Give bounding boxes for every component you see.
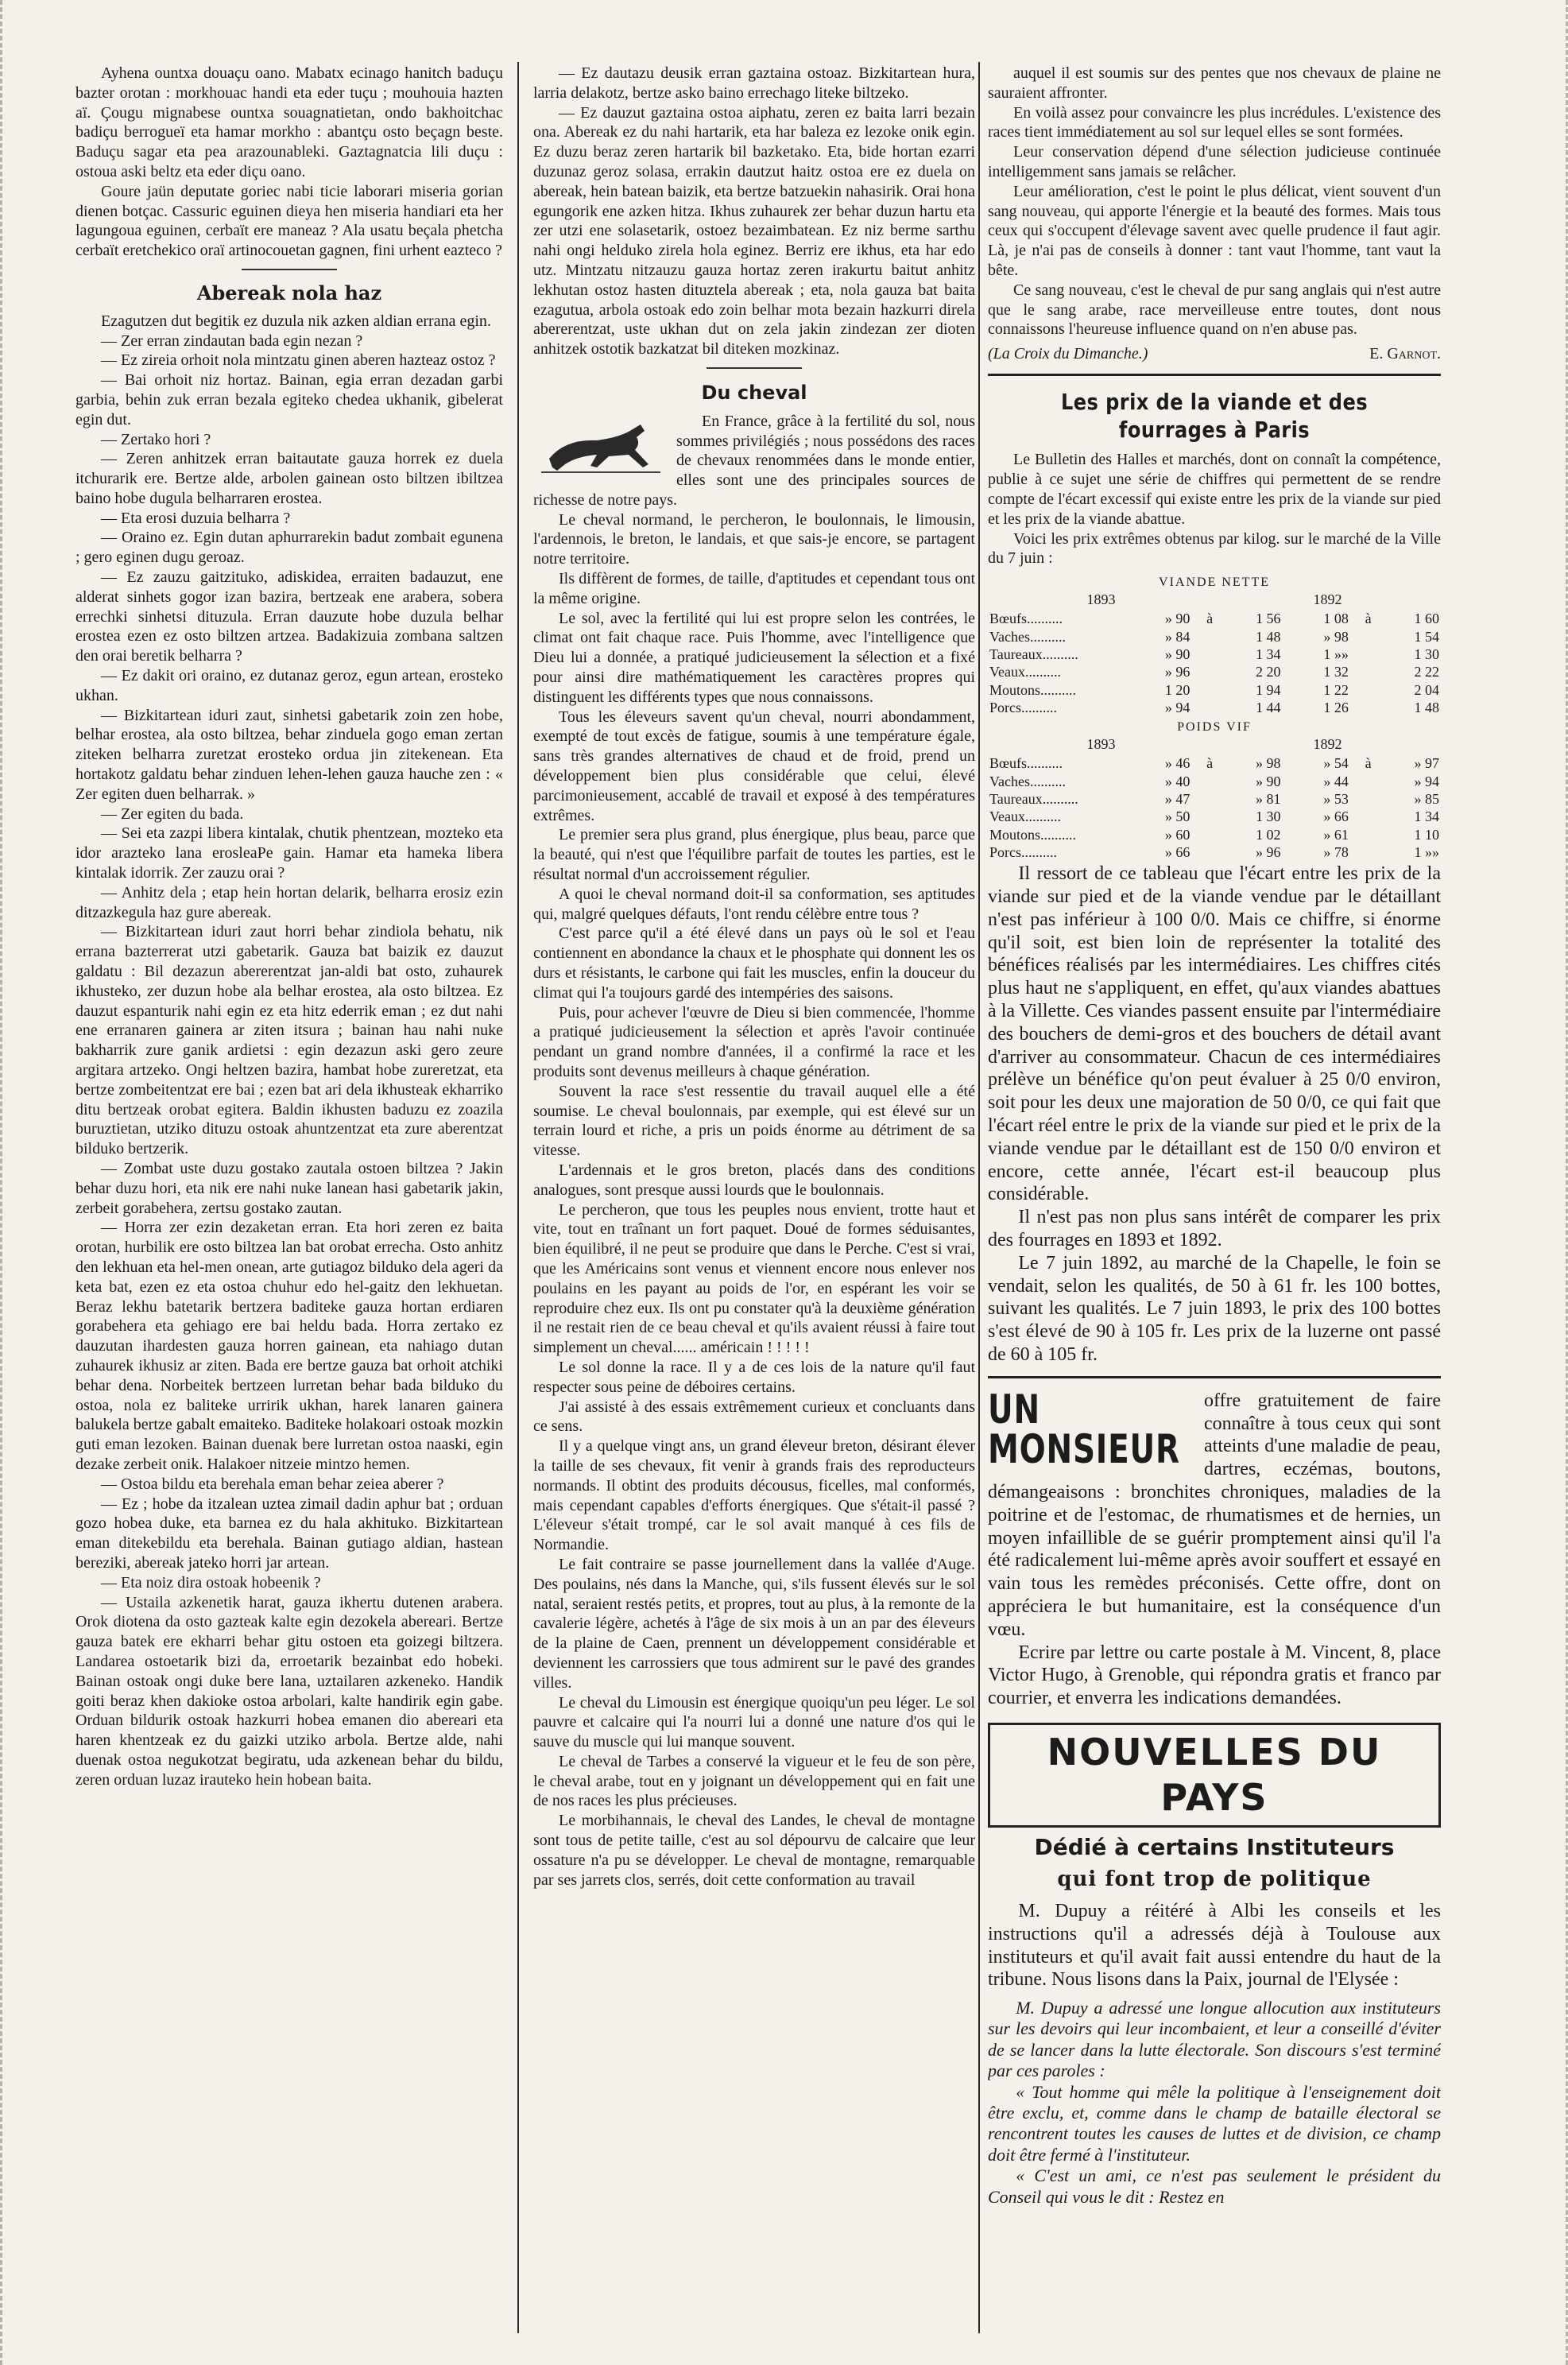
- paragraph: Il n'est pas non plus sans intérêt de comparer les prix des fourrages en 1893 et 1892.: [988, 1207, 1441, 1250]
- price-cell: à: [1206, 755, 1214, 772]
- paragraph: Le sol, avec la fertilité qui lui est propre selon les contrées, le climat ont fait chaque race. Puis l'homme, avec l'intelligence que Dieu lui a donnée, a pratiqué judicieusement la sélection et a fixé pour ainsi dire mathématiquement les caractères propres qui distinguent les différents types que nous connaissons.: [533, 609, 975, 706]
- paragraph: — Zertako hori ?: [101, 430, 211, 448]
- price-cell: » 97: [1414, 755, 1439, 772]
- paragraph: — Zer egiten du bada.: [101, 804, 244, 823]
- price-cell: [1350, 646, 1373, 663]
- paragraph: — Ez dautazu deusik erran gaztaina ostoaz. Bizkitartean hura, larria delakotz, bertze asko baino errechago liteke biltzeko.: [533, 64, 975, 102]
- table-row: [988, 773, 1441, 790]
- paragraph: Leur conservation dépend d'une sélection judicieuse continuée intelligemment sans jamais se relâcher.: [988, 143, 1441, 180]
- price-cell: [1191, 790, 1214, 808]
- price-cell: » 54: [1323, 755, 1349, 772]
- paragraph: Goure jaün deputate goriec nabi ticie laborari miseria gorian dienen botçac. Cassuric eguinen dieya hen miseria handiari eta her lagungoua eguinen, cerbaït ere maneaz ? Ala usatu beçala phetcha cerbaït eretchekico oraï artinocouetan gagnen, fini urhent eazteco ?: [75, 182, 503, 260]
- section-title-abereak: Abereak nola haz: [196, 281, 382, 304]
- price-cell: [1191, 628, 1214, 646]
- price-cell: 1 08: [1323, 611, 1349, 627]
- nouvelles-subtitle-2: qui font trop de politique: [1057, 1867, 1372, 1891]
- price-cell: » 98: [1323, 628, 1349, 645]
- table-years: [988, 735, 1441, 753]
- paragraph: Le percheron, que tous les peuples nous envient, trotte haut et vite, tout en traînant un fort paquet. Doué de formes séduisantes, bien équilibré, il ne peut se produire que dans le Perche. C'est si vrai, que les Américains sont venus et viennent encore nous enlever nos poulains en les payant au poids de l'or, en espérant les voir se reproduire chez eux. Ils ont pu constater qu'à la deuxième génération il ne restait rien de ce beau cheval et qu'ils avaient réussi à faire tout simplement un cheval...... américain ! ! ! ! !: [533, 1200, 975, 1357]
- paragraph: C'est parce qu'il a été élevé dans un pays où le sol et l'eau contiennent en abondance la chaux et le phosphate qui donnent les os durs et résistants, le carbone qui fait les muscles, enfin la douceur du climat qui l'a toujours gardé des intempéries des saisons.: [533, 925, 975, 1002]
- price-cell: 1 02: [1255, 826, 1281, 843]
- column-left: [75, 64, 503, 2333]
- price-cell: 1 10: [1414, 826, 1439, 843]
- paragraph: — Anhitz dela ; etap hein hortan delarik, belharra erosiz ezin ditzazkegula haz gure abereak.: [75, 883, 503, 921]
- price-cell: à: [1206, 611, 1214, 627]
- paragraph: En France, grâce à la fertilité du sol, nous sommes privilégiés ; nous possédons des races de chevaux renommées dans le monde entier, elles sont une des principales sources de richesse de notre pays.: [533, 412, 975, 509]
- price-cell: [1191, 843, 1214, 861]
- separator: [988, 1376, 1441, 1378]
- paragraph: — Bizkitartean iduri zaut, sinhetsi gabetarik zoin zen hobe, belhar erostea, ala osto biltzea, behar zinduela gogo eman zertan ziteken belharra zuretzat erosteko ordua jin zitekenean. Eta hortakotz galdatu behar zinduen lehen-lehen gauza hauche zen : « Zer egiten duen belharrak. »: [75, 706, 503, 803]
- paragraph: — Ez ; hobe da itzalean uztea zimail dadin aphur bat ; orduan gozo hobea duke, eta barnea ez du hala akhituko. Bizkitartean eman ditekebildu eta berehala. Bainan gutiago aldian, hastean bereziki, abereak jateko horri jar artean.: [75, 1495, 503, 1572]
- nouvelles-title: NOUVELLES DU PAYS: [988, 1723, 1441, 1828]
- price-cell: 1 56: [1255, 611, 1281, 627]
- row-label: Vaches..........: [989, 628, 1066, 645]
- paragraph: — Eta erosi duzuia belharra ?: [101, 509, 291, 527]
- table-years: [988, 591, 1441, 608]
- price-cell: » 90: [1164, 611, 1191, 627]
- price-cell: [1191, 826, 1214, 843]
- row-label: Moutons..........: [989, 681, 1077, 698]
- price-cell: 2 20: [1255, 664, 1281, 680]
- paragraph: — Bai orhoit niz hortaz. Bainan, egia erran dezadan garbi garbia, behin zuk erran bezala egiteko chedea ukhanik, gibelerat egin dut.: [75, 371, 503, 428]
- price-cell: 1 30: [1414, 646, 1439, 662]
- price-cell: [1191, 699, 1214, 716]
- paragraph: Ils diffèrent de formes, de taille, d'aptitudes et cependant tous ont la même origine.: [533, 570, 975, 607]
- price-cell: » 81: [1255, 790, 1281, 807]
- price-cell: [1350, 843, 1373, 861]
- monsieur-text2: Ecrire par lettre ou carte postale à M. Vincent, 8, place Victor Hugo, à Grenoble, qui répondra gratis et franco par courrier, et enverra les indications demandées.: [988, 1642, 1441, 1709]
- price-cell: 1 94: [1255, 681, 1281, 698]
- column-right: [988, 64, 1441, 2333]
- price-cell: » 44: [1323, 773, 1349, 789]
- price-cell: » 50: [1164, 808, 1191, 825]
- price-cell: à: [1365, 611, 1372, 627]
- paragraph: — Sei eta zazpi libera kintalak, chutik phentzean, mozteko eta idor arazteko lana erosleaPe gain. Hamar eta hameka libera kintalak idorrik. Zer zauzu orai ?: [75, 824, 503, 882]
- table-row: [988, 790, 1441, 808]
- paragraph: En voilà assez pour convaincre les plus incrédules. L'existence des races tient immédiatement au sol sur lequel elles se sont formées.: [988, 103, 1441, 142]
- nouvelles-para: M. Dupuy a réitéré à Albi les conseils et les instructions qu'il a adressés déjà à Toulouse aux instituteurs et qu'il avait fait aussi entendre du haut de la tribune. Nous lisons dans la Paix, journal de l'Elysée :: [988, 1900, 1441, 1991]
- year-a: 1893: [1086, 736, 1116, 753]
- paragraph: — Horra zer ezin dezaketan erran. Eta hori zeren ez baita orotan, hurbilik ere osto biltzea lan bat orobat errecha. Osto anhitz den lekhuan eta hel-men onean, arte gutiagoz bilduko dela ageri da keta bat, ezen ez eta ostoa chuhur edo hel-gaitz den lekhuetan. Beraz lekhu batetarik bertzera baditeke gauza hortan erdiaren gorabehera eta gehiago ere bai heldu bada. Horra zertako ez dauzutan ihardesten gauza horren gainean, eta nahiago dutan zuhaurek ikhusiz ar ziten. Bada ere bertze gauza bat orhoit atchiki behar dena. Norbeitek bertzeen lurretan behar bada bilduko du ostoa, nola ez baliteke urririk ukhan, harek lanaren gainera balukela bertze gabalt emaiteko. Baditeke holakoari ostoak mozkin guti eman lezoken. Bainan duenak bere lurretan ostoa naaski, egin dezake zerbeit onik. Halakoer nitzeie mintzo hemen.: [75, 1219, 503, 1473]
- price-cell: 1 32: [1323, 664, 1349, 680]
- paragraph: Ce sang nouveau, c'est le cheval de pur sang anglais qui n'est autre que le sang arabe, race merveilleuse entre toutes, dont nous connaissons l'heureuse influence quand on n'en abuse pas.: [988, 281, 1441, 339]
- separator: [988, 374, 1441, 376]
- row-label: Veaux..........: [989, 664, 1061, 680]
- price-cell: 1 48: [1255, 628, 1281, 645]
- table-row: [988, 843, 1441, 861]
- table-caption-poids: POIDS VIF: [1177, 720, 1252, 735]
- price-cell: » 60: [1164, 826, 1191, 843]
- price-cell: 1 »»: [1414, 843, 1439, 860]
- cheval-continued: [988, 64, 1441, 339]
- paragraph: L'ardennais et le gros breton, placés dans des conditions analogues, sont presque aussi lourds que le boulonnais.: [533, 1161, 975, 1199]
- row-label: Bœufs..........: [989, 611, 1063, 627]
- poids-vif-table: [988, 754, 1441, 861]
- paragraph: J'ai assisté à des essais extrêmement curieux et concluants dans ce sens.: [533, 1398, 975, 1436]
- price-cell: [1350, 681, 1373, 699]
- monsieur-head: UN MONSIEUR: [988, 1386, 1180, 1472]
- price-cell: [1350, 699, 1373, 716]
- intro-block: [75, 64, 503, 261]
- paragraph: Tous les éleveurs savent qu'un cheval, nourri abondamment, exempté de tout excès de fatigue, soumis à une température égale, sans très grandes alternatives de chaud et de froid, prend un développement bien plus considérable que celui, élevé parcimonieusement, accablé de travail et exposé à des températures extrêmes.: [533, 708, 975, 824]
- table-row: [988, 646, 1441, 663]
- price-cell: » 53: [1323, 790, 1349, 807]
- table-row: [988, 754, 1441, 772]
- paragraph: — Eta noiz dira ostoak hobeenik ?: [101, 1573, 321, 1592]
- price-cell: 1 22: [1323, 681, 1349, 698]
- paragraph: auquel il est soumis sur des pentes que nos chevaux de plaine ne sauraient affronter.: [988, 64, 1441, 102]
- column-rule-right: [978, 62, 980, 2333]
- price-cell: 1 48: [1414, 699, 1439, 715]
- price-cell: 1 20: [1164, 681, 1191, 698]
- middle-continuation: [533, 64, 975, 359]
- price-cell: [1350, 826, 1373, 843]
- separator: [707, 367, 802, 369]
- row-label: Veaux..........: [989, 808, 1061, 825]
- abereak-body: [75, 312, 503, 1790]
- price-cell: » 78: [1323, 843, 1349, 860]
- row-label: Taureaux..........: [989, 790, 1078, 807]
- price-cell: » 85: [1414, 790, 1439, 807]
- price-cell: » 47: [1164, 790, 1191, 807]
- price-cell: [1191, 646, 1214, 663]
- paragraph: — Ez zireia orhoit nola mintzatu ginen aberen hazteaz ostoz ?: [101, 351, 496, 370]
- price-cell: 1 30: [1255, 808, 1281, 825]
- year-a: 1893: [1086, 591, 1116, 607]
- table-row: [988, 663, 1441, 680]
- price-cell: 1 34: [1255, 646, 1281, 662]
- monsieur-advert: [988, 1386, 1441, 1710]
- table-row: [988, 826, 1441, 843]
- price-cell: [1350, 773, 1373, 790]
- row-label: Porcs..........: [989, 843, 1057, 860]
- row-label: Bœufs..........: [989, 755, 1063, 772]
- separator: [242, 269, 337, 270]
- price-cell: [1350, 628, 1373, 646]
- paragraph: Voici les prix extrêmes obtenus par kilog. sur le marché de la Ville du 7 juin :: [988, 529, 1441, 568]
- horse-illustration-icon: [533, 415, 668, 479]
- paragraph: A quoi le cheval normand doit-il sa conformation, ses aptitudes qui, malgré quelques défauts, l'ont rendu célèbre entre tous ?: [533, 885, 975, 923]
- paragraph: Il y a quelque vingt ans, un grand éleveur breton, désirant élever la taille de ses chevaux, fit venir à grands frais des reproducteurs normands. Il obtint des produits décousus, ficelles, mal conformés, mais cependant capables d'efforts énergiques. Que s'était-il passé ? L'éleveur s'était trompé, car le sol avait manqué à ces fils de Normandie.: [533, 1437, 975, 1554]
- nouvelles-quote-3: « C'est un ami, ce n'est pas seulement le président du Conseil qui vous le dit : Restez en: [988, 2165, 1441, 2207]
- paragraph: Il ressort de ce tableau que l'écart entre les prix de la viande sur pied et de la viande vendue par le détaillant n'est pas inférieur à 100 0/0. Mais ce chiffre, si énorme qu'il soit, est bien loin de représenter la totalité des bénéfices réalisés par les intermédiaires. Les chiffres cités plus haut ne s'appliquent, en effet, qu'aux viandes abattues à la Villette. Ces viandes passent ensuite par l'intermédiaire des bouchers de demi-gros et des bouchers de détail avant d'arriver au consommateur. Chacun de ces intermédiaires prélève un bénéfice qu'on peut évaluer à 25 0/0 environ, soit pour les deux une majoration de 50 0/0, ce qui fait que l'écart réel entre le prix de la viande sur pied et le prix de la viande vendue par le détaillant est de 150 0/0 environ et encore, cette année, l'écart est-il beaucoup plus considérable.: [988, 863, 1441, 1205]
- price-cell: 2 22: [1414, 664, 1439, 680]
- table-row: [988, 610, 1441, 627]
- prices-intro: [988, 450, 1441, 568]
- paragraph: — Ustaila azkenetik harat, gauza ikhertu dutenen arabera. Orok diotena da osto gazteak kalte egin dezokela abereari. Bertze gauza batek ere ekharri behar gitu ostoen eta goizegi biltzera. Landarea ostoetarik bizi da, erroetarik bezainbat edo hobeki. Bainan ostoak ongi duke bere lana, uztailaren azkeneko. Handik goiti beraz khen dakioke ostoa arbolari, kalte handirik egin gabe. Orduan bildurik ostoak hazkurri hobea emanen dio abereari eta haren khentzeak ez du gaizki utziko arbola. Bertze alde, nahi duenak ostoa negukotzat begiratu, uda azkenean behar du bildu, zeren orduan luzaz irauteko hein hobean baita.: [75, 1593, 503, 1789]
- paragraph: Le premier sera plus grand, plus énergique, plus beau, parce que la beauté, qui n'est que l'équilibre parfait de toutes les parties, est le résultat normal d'un accroissement régulier.: [533, 826, 975, 884]
- price-cell: » 84: [1164, 628, 1191, 645]
- row-label: Moutons..........: [989, 826, 1077, 843]
- table-row: [988, 628, 1441, 646]
- row-label: Taureaux..........: [989, 646, 1078, 662]
- price-cell: [1350, 808, 1373, 825]
- price-cell: [1191, 663, 1214, 680]
- signature-author: E. Garnot.: [1369, 345, 1441, 363]
- prices-title: Les prix de la viande et des fourrages à Paris: [1061, 388, 1368, 443]
- price-cell: [1350, 663, 1373, 680]
- price-cell: » 90: [1164, 646, 1191, 662]
- price-cell: » 40: [1164, 773, 1191, 789]
- table-row: [988, 681, 1441, 699]
- price-cell: [1191, 681, 1214, 699]
- paragraph: Le sol donne la race. Il y a de ces lois de la nature qu'il faut respecter sous peine de déboires certains.: [533, 1358, 975, 1396]
- year-b: 1892: [1313, 736, 1342, 753]
- price-cell: 1 60: [1414, 611, 1439, 627]
- paragraph: Le Bulletin des Halles et marchés, dont on connaît la compétence, publie à ce sujet une série de chiffres qui permettent de se rendre compte de l'écart excessif qui existe entre les prix de la viande sur pied et les prix de la viande abattue.: [988, 451, 1441, 528]
- nouvelles-subtitle-1: Dédié à certains Instituteurs: [1034, 1833, 1395, 1860]
- du-cheval-body: [533, 412, 975, 1890]
- signature-line: [988, 344, 1441, 364]
- price-cell: » 96: [1164, 664, 1191, 680]
- price-cell: » 90: [1255, 773, 1281, 789]
- price-cell: [1191, 808, 1214, 825]
- price-cell: à: [1365, 755, 1372, 772]
- column-middle: [533, 64, 975, 2333]
- du-cheval-title: Du cheval: [701, 381, 807, 404]
- paragraph: Le cheval du Limousin est énergique quoiqu'un peu léger. Le sol pauvre et calcaire qui l'a nourri lui a donné une nature d'os qui le sauve du muscle qui lui manque souvent.: [533, 1693, 975, 1751]
- paragraph: Le 7 juin 1892, au marché de la Chapelle, le foin se vendait, selon les qualités, de 50 à 61 fr. les 100 bottes, suivant les qualités. Le 7 juin 1893, le prix des 100 bottes s'est élevé de 90 à 105 fr. Les prix de la luzerne ont passé de 60 à 105 fr.: [988, 1252, 1441, 1365]
- nouvelles-quote-2: « Tout homme qui mêle la politique à l'enseignement doit être exclu, et, comme dans le champ de bataille électoral se rencontrent toutes les causes de luttes et de division, ce champ doit être fermé à l'instituteur.: [988, 2081, 1441, 2165]
- price-cell: » 98: [1255, 755, 1281, 772]
- prices-after: [988, 863, 1441, 1367]
- paragraph: — Ez dakit ori oraino, ez dutanaz geroz, egun artean, erosteko ukhan.: [75, 667, 503, 704]
- table-caption-viande: VIANDE NETTE: [1159, 576, 1270, 590]
- paragraph: Leur amélioration, c'est le point le plus délicat, vient souvent d'un sang nouveau, qui apporte l'énergie et la beauté des formes. Mais tous ceux qui s'occupent d'élevage savent avec quelle prudence il faut agir. Là, je n'ai pas de conseils à donner : tant vaut l'homme, tant vaut la bête.: [988, 182, 1441, 279]
- price-cell: » 61: [1323, 826, 1349, 843]
- price-cell: [1350, 790, 1373, 808]
- price-cell: 1 44: [1255, 699, 1281, 715]
- price-cell: » 46: [1164, 755, 1191, 772]
- monsieur-text: offre gratuitement de faire connaître à tous ceux qui sont atteints d'une maladie de peau, dartres, eczémas, boutons, démangeaisons : bronchites chroniques, maladies de la poitrine et de l'estomac, de rhumatismes et de hernies, un moyen infaillible de se guérir promptement ainsi qu'il l'a été radicalement lui-même après avoir souffert et essayé en vain tous les remèdes préconisés. Cette offre, dont on appréciera le but humanitaire, est la conséquence d'un vœu.: [988, 1390, 1441, 1640]
- paragraph: Le fait contraire se passe journellement dans la vallée d'Auge. Des poulains, nés dans la Manche, qui, s'ils fussent élevés sur le sol natal, seraient restés petits, et propres, tout au plus, à la remonte de la cavalerie légère, achetés à l'âge de six mois à un an par des éleveurs de la plaine de Caen, prennent un développement considérable et deviennent les carrossiers que tous admirent sur le pavé des grandes villes.: [533, 1555, 975, 1692]
- price-cell: 1 54: [1414, 628, 1439, 645]
- paragraph: Le cheval normand, le percheron, le boulonnais, le limousin, l'ardennois, le breton, le landais, et que sais-je encore, se partagent notre territoire.: [533, 510, 975, 568]
- paragraph: Ayhena ountxa douaçu oano. Mabatx ecinago hanitch baduçu bazter orotan : morkhouac handi eta eder tuçu ; mouhouia hazten aï. Çougu mignabese ountxa souagnatietan, ondo bakhoitchac badiçu berrogueï eta hamar morkho : abantçu osto beçagn beste. Baduçu sagar eta pea arazounableki. Gaztagnatcia lili duçu : ostoua aski beltz eta eder diçu oano.: [75, 64, 503, 180]
- price-cell: 1 »»: [1323, 646, 1349, 662]
- paragraph: — Ez zauzu gaitzituko, adiskidea, erraiten badauzut, ene alderat sinhets gogor izan bazira, bertzeak ene arabera, sobera errechki sinhetsi dituzula. Erran dauzute hobe duzula belhar erostea ezen ez osto biltzen artzea. Badakizuia zombana saltzen den orai beretik belharra ?: [75, 568, 503, 665]
- row-label: Vaches..........: [989, 773, 1066, 789]
- year-b: 1892: [1313, 591, 1342, 607]
- nouvelles-quote-1: M. Dupuy a adressé une longue allocution aux instituteurs sur les devoirs qui leur incombaient, et leur a conseillé d'éviter de se lancer dans la lutte électorale. Son discours s'est terminé par ces paroles :: [988, 1998, 1441, 2081]
- paragraph: — Bizkitartean iduri zaut horri behar zindiola behatu, nik errana bazterrerat utzi gabetarik. Gauza bat baizik ez dauzut galdatu : Bil dezazun abererentzat jan-aldi bat osto, zuhaurek ikhusteko, zer duzun hobe ala belhar erostea, ala osto biltzea. Ez dauzut espanturik nahi egin ez eta hitz ederrik eman ; ez dut nahi ene erranaren gainera ar ziten itsura ; bainan hau nahi nuke bakharrik zure ganik ardietsi : egin dezazun aski gero zeure argitara artzeko. Ongi heltzen bazira, hambat hobe zureretzat, eta bertze zombeitentzat ere bai ; ezen bat ari dela ikhusteak ekharriko ditu bertzeak orobat egitera. Baldin ikhusten baduzu ez zoazila buruztietan, utziko dituzu ostoak ahuntzentzat eta zure aberentzat bilduko bertzerik.: [75, 923, 503, 1158]
- signature-source: (La Croix du Dimanche.): [988, 345, 1148, 363]
- price-cell: » 66: [1323, 808, 1349, 825]
- paragraph: Le cheval de Tarbes a conservé la vigueur et le feu de son père, le cheval arabe, tout en y joignant un développement qui en fait une de nos races les plus précieuses.: [533, 1752, 975, 1810]
- paragraph: Puis, pour achever l'œuvre de Dieu si bien commencée, l'homme a pratiqué judicieusement la sélection et après l'avoir continuée pendant un grand nombre d'années, il a confirmé la race et les produits sont devenus meilleurs à chaque génération.: [533, 1003, 975, 1080]
- paragraph: — Ez dauzut gaztaina ostoa aiphatu, zeren ez baita larri bezain ona. Abereak ez du nahi hartarik, eta har baleza ez lezoke onik egin. Ez duzu beraz zeren hartarik bil bazketako. Eta, bide hortan ezarri duzunaz geroz solasa, errakin dautzut haitz ostoa ere ez duela on abereak, hein batean baizik, eta bertze batzuekin nahasirik. Orai hona egungorik ene azken hitza. Ikhus zuhaurek zer behar duzun hartu eta zer utzi ene solasetarik, ostoez bezaimbatean. Ez niz berme sarthu nahi ongi helduko zirela hola eginez. Berriz ere ikhus, eta har edo utz. Mintzatu nitzauzu gauza hortaz zeren irakurtu baitut anhitz lekhutan ostoz hasten dituztela abereak ; eta, nola gauza bat baita ezagutua, arbola ostoak edo zoin belhar mota bezain hazkurri direla abererentzat, uste ukhan dut on zela jakin zindezan zer dioten anhitzek ostotik bazkatzat bil diteken mozkinaz.: [533, 103, 975, 359]
- paragraph: — Zer erran zindautan bada egin nezan ?: [101, 331, 363, 350]
- paragraph: — Ostoa bildu eta berehala eman behar zeiea aberer ?: [101, 1475, 444, 1493]
- paragraph: Le morbihannais, le cheval des Landes, le cheval de montagne sont tous de petite taille, c'est au sol dépourvu de calcaire que leur ossature n'a pu se développer. Le cheval de montagne, remarquable par ses jarrets clos, serrés, doit cette conformation au travail: [533, 1812, 975, 1889]
- price-cell: » 96: [1255, 843, 1281, 860]
- paragraph: — Zeren anhitzek erran baitautate gauza horrek ez duela itchurarik ere. Bertze alde, arbolen gainean osto biltzen ibiltzea baino hobe dugula belharraren erostea.: [75, 450, 503, 507]
- price-cell: » 66: [1164, 843, 1191, 860]
- price-cell: [1191, 773, 1214, 790]
- price-cell: 2 04: [1414, 681, 1439, 698]
- paragraph: Ezagutzen dut begitik ez duzula nik azken aldian errana egin.: [101, 312, 491, 330]
- price-cell: 1 26: [1323, 699, 1349, 715]
- viande-nette-table: [988, 610, 1441, 716]
- row-label: Porcs..........: [989, 699, 1057, 715]
- table-row: [988, 699, 1441, 716]
- paragraph: — Oraino ez. Egin dutan aphurrarekin badut zombait egunena ; gero eginen dugu geroaz.: [75, 529, 503, 567]
- paragraph: Souvent la race s'est ressentie du travail auquel elle a été soumise. Le cheval boulonnais, par exemple, qui est élevé sur un terrain lourd et riche, a pris un poids énorme au détriment de sa vitesse.: [533, 1082, 975, 1160]
- table-row: [988, 808, 1441, 825]
- price-cell: » 94: [1414, 773, 1439, 789]
- column-rule-left: [517, 62, 519, 2333]
- price-cell: » 94: [1164, 699, 1191, 715]
- paragraph: — Zombat uste duzu gostako zautala ostoen biltzea ? Jakin behar duzu hori, eta nik ere nahi nuke lanean hasi gabetarik jakin, zerbeit gorabehera, zertsu gostako zautan.: [75, 1159, 503, 1217]
- price-cell: 1 34: [1414, 808, 1439, 825]
